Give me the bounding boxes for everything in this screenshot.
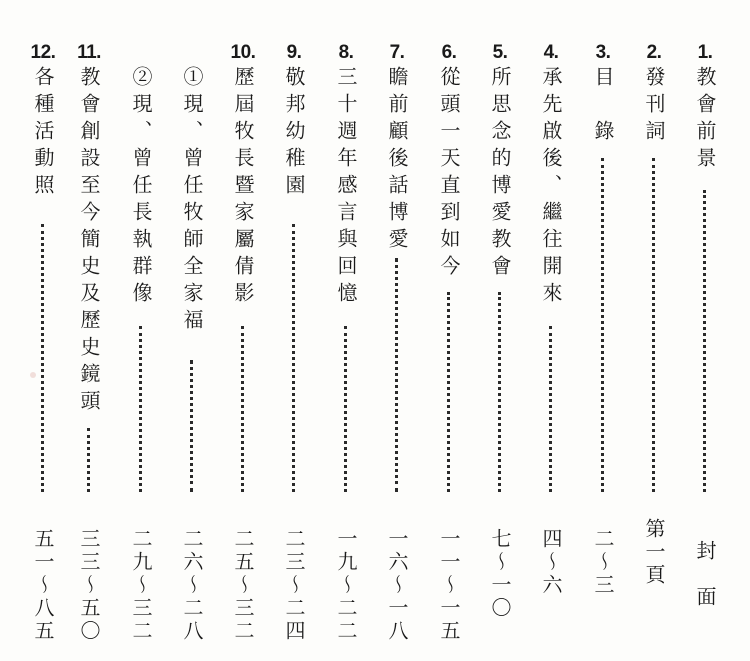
toc-entry-title: ②現、曾任長執群像	[129, 66, 153, 309]
toc-entry	[432, 40, 466, 650]
leader-dots	[395, 258, 398, 492]
leader-dots	[292, 224, 295, 492]
toc-entry-page: 二五〜三二	[231, 528, 255, 643]
toc-entry-number: 6.	[441, 42, 457, 63]
toc-sub-entry	[124, 40, 158, 650]
toc-entry-number: 7.	[389, 42, 405, 63]
toc-entry-number: 3.	[595, 42, 611, 63]
toc-entry-page: 一一〜一五	[437, 528, 461, 643]
toc-entry-title: 教會創設至今簡史及歷史鏡頭	[77, 66, 101, 417]
toc-entry-page: 二六〜二八	[180, 528, 204, 643]
toc-entry-page: 五一〜八五	[31, 528, 55, 643]
leader-dots	[344, 326, 347, 492]
toc-entry-page: 七〜一〇	[488, 528, 512, 620]
toc-entry-number: 2.	[646, 42, 662, 63]
toc-entry-number: 1.	[697, 42, 713, 63]
toc-entry-number: 12.	[30, 42, 56, 63]
toc-entry	[688, 40, 722, 650]
toc-entry-number: 8.	[338, 42, 354, 63]
leader-dots	[498, 292, 501, 492]
toc-entry-number: 10.	[230, 42, 256, 63]
leader-dots	[652, 158, 655, 492]
leader-dots	[139, 326, 142, 492]
toc-entry-page: 三三〜五〇	[77, 528, 101, 643]
toc-entry	[534, 40, 568, 650]
toc-entry	[380, 40, 414, 650]
toc-entry-number: 5.	[492, 42, 508, 63]
toc-entry-title: 歷屆牧長暨家屬倩影	[231, 66, 255, 309]
toc-entry-title: 三十週年感言與回憶	[334, 66, 358, 309]
toc-entry-title: 從頭一天直到如今	[437, 66, 461, 282]
toc-entry-title: 教會前景	[693, 66, 717, 174]
toc-entry-page: 一九〜二二	[334, 528, 358, 643]
leader-dots	[549, 326, 552, 492]
toc-entry-number: 11.	[77, 42, 101, 63]
toc-entry-page: 一六〜一八	[385, 528, 409, 643]
leader-dots	[41, 224, 44, 492]
toc-entry-title: 瞻前顧後話博愛	[385, 66, 409, 255]
toc-entry	[26, 40, 60, 650]
leader-dots	[601, 158, 604, 492]
toc-entry-number: 9.	[286, 42, 302, 63]
toc-entry-title: ①現、曾任牧師全家福	[180, 66, 204, 336]
toc-entry	[329, 40, 363, 650]
toc-entry-title: 目 錄	[591, 66, 615, 147]
toc-entry-page: 二三〜二四	[282, 528, 306, 643]
leader-dots	[703, 190, 706, 492]
toc-entry	[586, 40, 620, 650]
leader-dots	[447, 292, 450, 492]
toc-entry	[72, 40, 106, 650]
toc-entry	[226, 40, 260, 650]
toc-entry-title: 發刊詞	[642, 66, 666, 147]
toc-entry-title: 所思念的博愛教會	[488, 66, 512, 282]
toc-entry-page: 二〜三	[591, 528, 615, 597]
toc-entry-number: 4.	[543, 42, 559, 63]
toc-entry-title: 承先啟後、繼往開來	[539, 66, 563, 309]
leader-dots	[241, 326, 244, 492]
toc-entry	[483, 40, 517, 650]
toc-entry-page: 封 面	[693, 540, 717, 609]
toc-entry-title: 各種活動照	[31, 66, 55, 201]
leader-dots	[87, 428, 90, 492]
toc-entry-page: 二九〜三二	[129, 528, 153, 643]
toc-entry	[637, 40, 671, 650]
toc-entry	[277, 40, 311, 650]
toc-entry-title: 敬邦幼稚園	[282, 66, 306, 201]
toc-entry-page: 第一頁	[642, 518, 666, 587]
toc-entry-page: 四〜六	[539, 528, 563, 597]
leader-dots	[190, 360, 193, 492]
toc-sub-entry	[175, 40, 209, 650]
paper-speck	[30, 372, 36, 378]
